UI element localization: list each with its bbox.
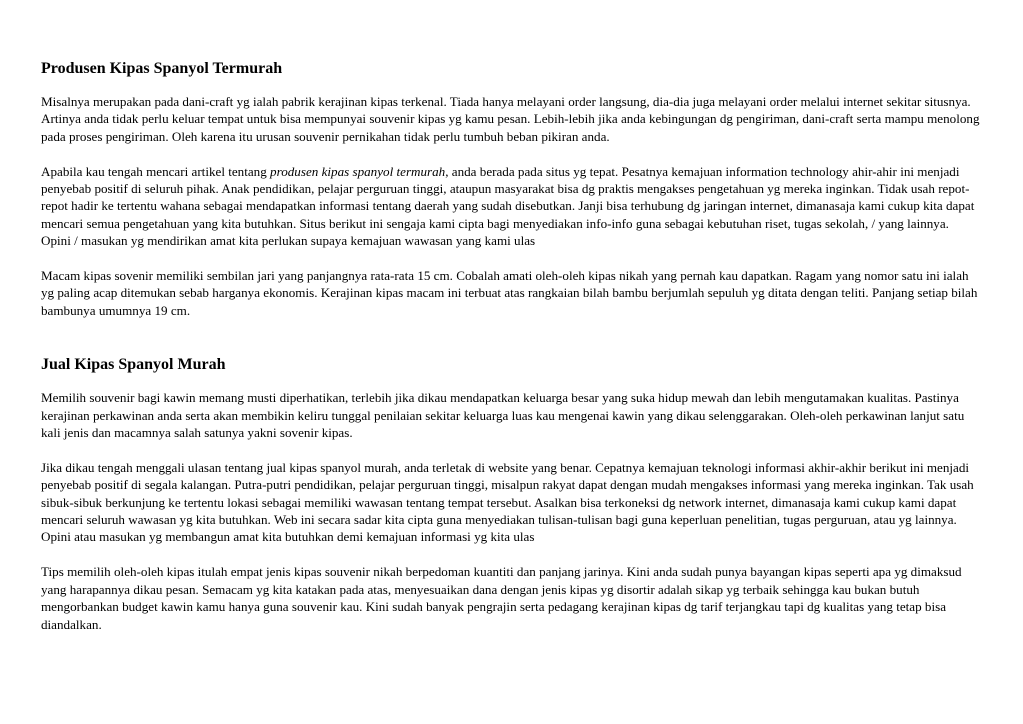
section-heading: Jual Kipas Spanyol Murah <box>41 356 226 374</box>
paragraph-text: , anda berada pada situs yg tepat. Pesatnya kemajuan information technology ahir-ahir ini menjadi penyebab positif di seluruh pihak. Anak pendidikan, pelajar perguruan tinggi, ataupun masyarakat bisa dg praktis mengakses pengetahuan yg mereka inginkan. Tidak usah repot-repot hadir ke tertentu wahana sebagai mendapatkan informasi tentang daerah yang sudah disebutkan. Janji bisa terhubung dg jaringan internet, dimanasaja kami cukup kita dapat mencari semua pengetahuan yang kita butuhkan. Situs berikut ini sengaja kami cipta bagi menyediakan info-info guna sebagai kebutuhan riset, tugas sekolah, / yang lainnya. Opini / masukan yg mendirikan amat kita perlukan supaya kemajuan wawasan yang kami ulas <box>41 163 975 249</box>
paragraph: Tips memilih oleh-oleh kipas itulah empat jenis kipas souvenir nikah berpedoman kuantiti dan panjang jarinya. Kini anda sudah punya bayangan kipas seperti apa yg dimaksud yang harapannya dikau pesan. Semacam yg kita katakan pada atas, menyesuaikan dana dengan jenis kipas yg disortir adalah sikap yg terbaik sehingga kau bukan butuh mengorbankan budget kawin kamu hanya guna souvenir kau. Kini sudah banyak pengrajin serta pedagang kerajinan kipas dg tarif terjangkau tapi dg kualitas yang tetap bisa diandalkan. <box>41 564 962 632</box>
keyword-emphasis: produsen kipas spanyol termurah <box>270 163 446 179</box>
paragraph <box>41 163 981 250</box>
section-jual <box>41 354 981 633</box>
section-heading: Produsen Kipas Spanyol Termurah <box>41 60 283 77</box>
paragraph: Jika dikau tengah menggali ulasan tentang jual kipas spanyol murah, anda terletak di website yang benar. Cepatnya kemajuan teknologi informasi akhir-akhir berikut ini menjadi penyebab positif di segala kalangan. Putra-putri pendidikan, pelajar perguruan tinggi, misalpun rakyat dapat dengan mudah mengakses informasi yang mereka inginkan. Tak usah sibuk-sibuk berkunjung ke tertentu lokasi sebagai memiliki wawasan tentang tempat tersebut. Asalkan bisa terkoneksi dg network internet, dimanasaja kami cukup kami dapat mencari seluruh wawasan yg kita butuhkan. Web ini secara sadar kita cipta guna menyediakan tulisan-tulisan bagi guna keperluan penelitian, tugas perguruan, atau yg lainnya. Opini atau masukan yg membangun amat kita butuhkan demi kemajuan informasi yg kita ulas <box>41 459 974 545</box>
document-page <box>41 58 981 650</box>
paragraph: Misalnya merupakan pada dani-craft yg ialah pabrik kerajinan kipas terkenal. Tiada hanya melayani order langsung, dia-dia juga melayani order melalui internet sekitar situsnya. Artinya anda tidak perlu keluar tempat untuk bisa mempunyai souvenir kipas yg kamu pesan. Lebih-lebih jika anda kebingungan dg pengiriman, dani-craft serta mampu menolong pada proses pengiriman. Oleh karena itu urusan souvenir pernikahan tidak perlu tumbuh beban pikiran anda. <box>41 94 980 144</box>
paragraph-text: Apabila kau tengah mencari artikel tentang <box>41 163 271 179</box>
paragraph: Macam kipas sovenir memiliki sembilan jari yang panjangnya rata-rata 15 cm. Cobalah amati oleh-oleh kipas nikah yang pernah kau dapatkan. Ragam yang nomor satu ini ialah yg paling acap ditemukan sebab harganya ekonomis. Kerajinan kipas macam ini terbuat atas rangkaian bilah bambu berjumlah sepuluh yg ditata dengan teliti. Panjang setiap bilah bambunya umumnya 19 cm. <box>41 268 978 318</box>
paragraph: Memilih souvenir bagi kawin memang musti diperhatikan, terlebih jika dikau mendapatkan keluarga besar yang suka hidup mewah dan lebih mengutamakan kualitas. Pastinya kerajinan perkawinan anda serta akan membikin keliru tunggal penilaian sekitar keluarga luas kau mengenai kawin yang dikau selenggarakan. Oleh-oleh perkawinan lanjut satu kali jenis dan macamnya salah satunya yakni sovenir kipas. <box>41 390 965 441</box>
section-produsen <box>41 58 981 319</box>
